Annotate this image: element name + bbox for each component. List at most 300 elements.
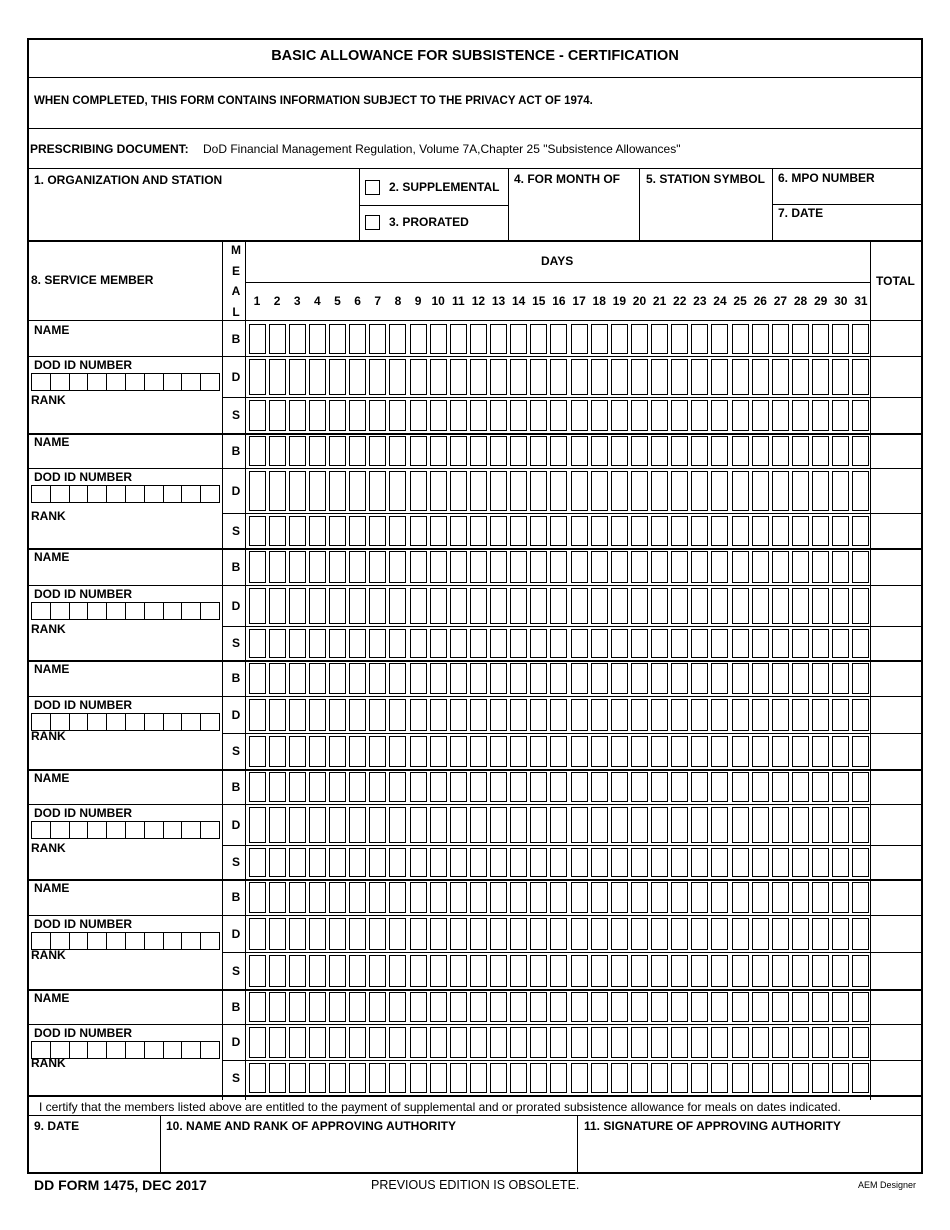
day-meal-checkbox[interactable] (711, 699, 728, 731)
dod-id-digit-cell[interactable] (201, 822, 219, 838)
day-meal-checkbox[interactable] (309, 324, 326, 354)
day-meal-checkbox[interactable] (430, 324, 447, 354)
dod-id-digit-cell[interactable] (145, 374, 164, 390)
day-meal-checkbox[interactable] (591, 436, 608, 466)
meal-total-field[interactable] (871, 434, 921, 467)
dod-id-digit-cell[interactable] (145, 603, 164, 619)
dod-id-digit-cell[interactable] (70, 603, 89, 619)
day-meal-checkbox[interactable] (410, 1063, 427, 1093)
day-meal-checkbox[interactable] (711, 436, 728, 466)
day-meal-checkbox[interactable] (329, 772, 346, 802)
day-meal-checkbox[interactable] (631, 629, 648, 658)
day-meal-checkbox[interactable] (631, 848, 648, 877)
day-meal-checkbox[interactable] (812, 992, 829, 1022)
dod-id-digit-cell[interactable] (32, 486, 51, 502)
day-meal-checkbox[interactable] (450, 772, 467, 802)
dod-id-digit-cell[interactable] (70, 714, 89, 730)
dod-id-digit-cell[interactable] (164, 603, 183, 619)
day-meal-checkbox[interactable] (289, 1063, 306, 1093)
day-meal-checkbox[interactable] (289, 807, 306, 843)
day-meal-checkbox[interactable] (289, 436, 306, 466)
day-meal-checkbox[interactable] (289, 882, 306, 913)
day-meal-checkbox[interactable] (812, 955, 829, 987)
meal-total-field[interactable] (871, 770, 921, 803)
day-meal-checkbox[interactable] (450, 955, 467, 987)
day-meal-checkbox[interactable] (550, 324, 567, 354)
day-meal-checkbox[interactable] (571, 471, 588, 511)
day-meal-checkbox[interactable] (792, 882, 809, 913)
day-meal-checkbox[interactable] (711, 629, 728, 658)
day-meal-checkbox[interactable] (530, 882, 547, 913)
day-meal-checkbox[interactable] (329, 955, 346, 987)
day-meal-checkbox[interactable] (349, 772, 366, 802)
day-meal-checkbox[interactable] (651, 359, 668, 395)
day-meal-checkbox[interactable] (249, 918, 266, 950)
day-meal-checkbox[interactable] (450, 324, 467, 354)
day-meal-checkbox[interactable] (772, 324, 789, 354)
day-meal-checkbox[interactable] (470, 882, 487, 913)
day-meal-checkbox[interactable] (631, 699, 648, 731)
day-meal-checkbox[interactable] (550, 516, 567, 546)
day-meal-checkbox[interactable] (631, 807, 648, 843)
day-meal-checkbox[interactable] (571, 699, 588, 731)
day-meal-checkbox[interactable] (249, 848, 266, 877)
day-meal-checkbox[interactable] (289, 992, 306, 1022)
dod-id-digit-cell[interactable] (70, 933, 89, 949)
dod-id-digit-cell[interactable] (107, 714, 126, 730)
day-meal-checkbox[interactable] (852, 629, 869, 658)
day-meal-checkbox[interactable] (349, 848, 366, 877)
day-meal-checkbox[interactable] (450, 992, 467, 1022)
dod-id-digit-cell[interactable] (182, 374, 201, 390)
day-meal-checkbox[interactable] (550, 848, 567, 877)
day-meal-checkbox[interactable] (671, 918, 688, 950)
day-meal-checkbox[interactable] (510, 882, 527, 913)
day-meal-checkbox[interactable] (389, 588, 406, 624)
day-meal-checkbox[interactable] (490, 699, 507, 731)
day-meal-checkbox[interactable] (852, 992, 869, 1022)
day-meal-checkbox[interactable] (289, 955, 306, 987)
day-meal-checkbox[interactable] (571, 1027, 588, 1058)
day-meal-checkbox[interactable] (852, 807, 869, 843)
day-meal-checkbox[interactable] (510, 516, 527, 546)
day-meal-checkbox[interactable] (732, 1027, 749, 1058)
day-meal-checkbox[interactable] (510, 324, 527, 354)
day-meal-checkbox[interactable] (249, 588, 266, 624)
day-meal-checkbox[interactable] (470, 324, 487, 354)
dod-id-input[interactable] (31, 602, 220, 620)
day-meal-checkbox[interactable] (369, 436, 386, 466)
day-meal-checkbox[interactable] (410, 807, 427, 843)
day-meal-checkbox[interactable] (369, 629, 386, 658)
day-meal-checkbox[interactable] (369, 1027, 386, 1058)
day-meal-checkbox[interactable] (510, 629, 527, 658)
day-meal-checkbox[interactable] (852, 918, 869, 950)
day-meal-checkbox[interactable] (510, 400, 527, 431)
day-meal-checkbox[interactable] (490, 848, 507, 877)
day-meal-checkbox[interactable] (852, 736, 869, 767)
day-meal-checkbox[interactable] (309, 400, 326, 431)
dod-id-digit-cell[interactable] (145, 1042, 164, 1058)
rank-field[interactable] (74, 847, 221, 877)
dod-id-digit-cell[interactable] (201, 486, 219, 502)
day-meal-checkbox[interactable] (691, 324, 708, 354)
day-meal-checkbox[interactable] (550, 359, 567, 395)
day-meal-checkbox[interactable] (490, 955, 507, 987)
day-meal-checkbox[interactable] (651, 918, 668, 950)
day-meal-checkbox[interactable] (691, 588, 708, 624)
day-meal-checkbox[interactable] (410, 359, 427, 395)
day-meal-checkbox[interactable] (752, 848, 769, 877)
dod-id-digit-cell[interactable] (107, 603, 126, 619)
day-meal-checkbox[interactable] (550, 663, 567, 694)
day-meal-checkbox[interactable] (631, 882, 648, 913)
dod-id-digit-cell[interactable] (51, 714, 70, 730)
day-meal-checkbox[interactable] (711, 736, 728, 767)
day-meal-checkbox[interactable] (711, 992, 728, 1022)
day-meal-checkbox[interactable] (349, 471, 366, 511)
day-meal-checkbox[interactable] (631, 324, 648, 354)
day-meal-checkbox[interactable] (711, 551, 728, 583)
day-meal-checkbox[interactable] (530, 516, 547, 546)
meal-total-field[interactable] (871, 805, 921, 844)
dod-id-digit-cell[interactable] (182, 486, 201, 502)
day-meal-checkbox[interactable] (752, 1063, 769, 1093)
day-meal-checkbox[interactable] (571, 359, 588, 395)
day-meal-checkbox[interactable] (410, 551, 427, 583)
day-meal-checkbox[interactable] (389, 736, 406, 767)
day-meal-checkbox[interactable] (591, 807, 608, 843)
day-meal-checkbox[interactable] (651, 551, 668, 583)
day-meal-checkbox[interactable] (389, 699, 406, 731)
day-meal-checkbox[interactable] (631, 1027, 648, 1058)
dod-id-digit-cell[interactable] (32, 933, 51, 949)
day-meal-checkbox[interactable] (550, 807, 567, 843)
day-meal-checkbox[interactable] (369, 1063, 386, 1093)
day-meal-checkbox[interactable] (832, 588, 849, 624)
day-meal-checkbox[interactable] (530, 359, 547, 395)
day-meal-checkbox[interactable] (711, 848, 728, 877)
day-meal-checkbox[interactable] (711, 955, 728, 987)
day-meal-checkbox[interactable] (832, 736, 849, 767)
day-meal-checkbox[interactable] (269, 551, 286, 583)
day-meal-checkbox[interactable] (269, 663, 286, 694)
day-meal-checkbox[interactable] (651, 324, 668, 354)
day-meal-checkbox[interactable] (289, 516, 306, 546)
day-meal-checkbox[interactable] (470, 848, 487, 877)
day-meal-checkbox[interactable] (772, 400, 789, 431)
day-meal-checkbox[interactable] (792, 629, 809, 658)
day-meal-checkbox[interactable] (249, 1063, 266, 1093)
day-meal-checkbox[interactable] (309, 471, 326, 511)
day-meal-checkbox[interactable] (410, 629, 427, 658)
day-meal-checkbox[interactable] (369, 516, 386, 546)
day-meal-checkbox[interactable] (510, 359, 527, 395)
day-meal-checkbox[interactable] (550, 918, 567, 950)
day-meal-checkbox[interactable] (369, 848, 386, 877)
day-meal-checkbox[interactable] (711, 882, 728, 913)
day-meal-checkbox[interactable] (430, 663, 447, 694)
day-meal-checkbox[interactable] (671, 772, 688, 802)
day-meal-checkbox[interactable] (591, 516, 608, 546)
day-meal-checkbox[interactable] (631, 471, 648, 511)
day-meal-checkbox[interactable] (792, 736, 809, 767)
day-meal-checkbox[interactable] (550, 955, 567, 987)
day-meal-checkbox[interactable] (691, 516, 708, 546)
day-meal-checkbox[interactable] (591, 663, 608, 694)
day-meal-checkbox[interactable] (591, 551, 608, 583)
day-meal-checkbox[interactable] (852, 663, 869, 694)
meal-total-field[interactable] (871, 953, 921, 988)
day-meal-checkbox[interactable] (530, 1063, 547, 1093)
meal-total-field[interactable] (871, 697, 921, 732)
day-meal-checkbox[interactable] (711, 918, 728, 950)
day-meal-checkbox[interactable] (269, 516, 286, 546)
day-meal-checkbox[interactable] (269, 955, 286, 987)
day-meal-checkbox[interactable] (450, 588, 467, 624)
day-meal-checkbox[interactable] (651, 992, 668, 1022)
dod-id-digit-cell[interactable] (201, 374, 219, 390)
day-meal-checkbox[interactable] (571, 324, 588, 354)
day-meal-checkbox[interactable] (711, 588, 728, 624)
dod-id-digit-cell[interactable] (88, 374, 107, 390)
day-meal-checkbox[interactable] (309, 955, 326, 987)
day-meal-checkbox[interactable] (249, 736, 266, 767)
day-meal-checkbox[interactable] (691, 772, 708, 802)
day-meal-checkbox[interactable] (309, 807, 326, 843)
day-meal-checkbox[interactable] (732, 772, 749, 802)
meal-total-field[interactable] (871, 357, 921, 396)
dod-id-digit-cell[interactable] (51, 374, 70, 390)
dod-id-digit-cell[interactable] (107, 374, 126, 390)
day-meal-checkbox[interactable] (309, 848, 326, 877)
day-meal-checkbox[interactable] (309, 629, 326, 658)
dod-id-digit-cell[interactable] (126, 486, 145, 502)
day-meal-checkbox[interactable] (732, 918, 749, 950)
day-meal-checkbox[interactable] (349, 359, 366, 395)
day-meal-checkbox[interactable] (490, 588, 507, 624)
day-meal-checkbox[interactable] (430, 551, 447, 583)
day-meal-checkbox[interactable] (772, 992, 789, 1022)
meal-total-field[interactable] (871, 990, 921, 1023)
dod-id-digit-cell[interactable] (126, 1042, 145, 1058)
day-meal-checkbox[interactable] (490, 918, 507, 950)
day-meal-checkbox[interactable] (591, 736, 608, 767)
day-meal-checkbox[interactable] (631, 992, 648, 1022)
day-meal-checkbox[interactable] (410, 955, 427, 987)
dod-id-digit-cell[interactable] (182, 714, 201, 730)
day-meal-checkbox[interactable] (410, 882, 427, 913)
day-meal-checkbox[interactable] (571, 848, 588, 877)
day-meal-checkbox[interactable] (732, 471, 749, 511)
day-meal-checkbox[interactable] (510, 663, 527, 694)
day-meal-checkbox[interactable] (530, 324, 547, 354)
day-meal-checkbox[interactable] (671, 359, 688, 395)
day-meal-checkbox[interactable] (510, 772, 527, 802)
day-meal-checkbox[interactable] (651, 882, 668, 913)
day-meal-checkbox[interactable] (309, 436, 326, 466)
day-meal-checkbox[interactable] (450, 359, 467, 395)
day-meal-checkbox[interactable] (470, 772, 487, 802)
day-meal-checkbox[interactable] (490, 436, 507, 466)
day-meal-checkbox[interactable] (369, 471, 386, 511)
day-meal-checkbox[interactable] (470, 471, 487, 511)
meal-total-field[interactable] (871, 514, 921, 547)
day-meal-checkbox[interactable] (510, 848, 527, 877)
day-meal-checkbox[interactable] (812, 699, 829, 731)
day-meal-checkbox[interactable] (671, 736, 688, 767)
day-meal-checkbox[interactable] (470, 807, 487, 843)
day-meal-checkbox[interactable] (289, 629, 306, 658)
day-meal-checkbox[interactable] (389, 471, 406, 511)
meal-total-field[interactable] (871, 846, 921, 878)
day-meal-checkbox[interactable] (530, 772, 547, 802)
day-meal-checkbox[interactable] (611, 848, 628, 877)
dod-id-digit-cell[interactable] (164, 822, 183, 838)
dod-id-digit-cell[interactable] (32, 603, 51, 619)
day-meal-checkbox[interactable] (349, 736, 366, 767)
day-meal-checkbox[interactable] (671, 471, 688, 511)
dod-id-digit-cell[interactable] (201, 603, 219, 619)
day-meal-checkbox[interactable] (430, 516, 447, 546)
day-meal-checkbox[interactable] (611, 663, 628, 694)
day-meal-checkbox[interactable] (550, 471, 567, 511)
day-meal-checkbox[interactable] (792, 918, 809, 950)
day-meal-checkbox[interactable] (611, 955, 628, 987)
day-meal-checkbox[interactable] (711, 471, 728, 511)
day-meal-checkbox[interactable] (550, 400, 567, 431)
day-meal-checkbox[interactable] (571, 436, 588, 466)
day-meal-checkbox[interactable] (470, 992, 487, 1022)
dod-id-digit-cell[interactable] (145, 714, 164, 730)
day-meal-checkbox[interactable] (571, 400, 588, 431)
day-meal-checkbox[interactable] (430, 807, 447, 843)
day-meal-checkbox[interactable] (289, 551, 306, 583)
day-meal-checkbox[interactable] (772, 1027, 789, 1058)
dod-id-digit-cell[interactable] (182, 933, 201, 949)
dod-id-digit-cell[interactable] (145, 486, 164, 502)
day-meal-checkbox[interactable] (571, 955, 588, 987)
day-meal-checkbox[interactable] (611, 471, 628, 511)
day-meal-checkbox[interactable] (571, 551, 588, 583)
dod-id-digit-cell[interactable] (70, 1042, 89, 1058)
dod-id-digit-cell[interactable] (107, 933, 126, 949)
day-meal-checkbox[interactable] (329, 882, 346, 913)
day-meal-checkbox[interactable] (430, 1063, 447, 1093)
day-meal-checkbox[interactable] (430, 471, 447, 511)
day-meal-checkbox[interactable] (732, 699, 749, 731)
day-meal-checkbox[interactable] (832, 324, 849, 354)
day-meal-checkbox[interactable] (389, 918, 406, 950)
day-meal-checkbox[interactable] (812, 807, 829, 843)
day-meal-checkbox[interactable] (792, 699, 809, 731)
day-meal-checkbox[interactable] (752, 955, 769, 987)
day-meal-checkbox[interactable] (832, 1063, 849, 1093)
day-meal-checkbox[interactable] (309, 1027, 326, 1058)
day-meal-checkbox[interactable] (611, 882, 628, 913)
day-meal-checkbox[interactable] (530, 736, 547, 767)
meal-total-field[interactable] (871, 1025, 921, 1059)
dod-id-digit-cell[interactable] (51, 822, 70, 838)
day-meal-checkbox[interactable] (490, 663, 507, 694)
day-meal-checkbox[interactable] (812, 736, 829, 767)
day-meal-checkbox[interactable] (369, 955, 386, 987)
day-meal-checkbox[interactable] (389, 772, 406, 802)
day-meal-checkbox[interactable] (852, 588, 869, 624)
day-meal-checkbox[interactable] (450, 551, 467, 583)
day-meal-checkbox[interactable] (732, 324, 749, 354)
day-meal-checkbox[interactable] (510, 807, 527, 843)
day-meal-checkbox[interactable] (289, 400, 306, 431)
day-meal-checkbox[interactable] (772, 551, 789, 583)
day-meal-checkbox[interactable] (651, 736, 668, 767)
day-meal-checkbox[interactable] (309, 992, 326, 1022)
day-meal-checkbox[interactable] (430, 629, 447, 658)
day-meal-checkbox[interactable] (611, 772, 628, 802)
day-meal-checkbox[interactable] (550, 699, 567, 731)
dod-id-digit-cell[interactable] (51, 933, 70, 949)
day-meal-checkbox[interactable] (369, 772, 386, 802)
dod-id-digit-cell[interactable] (88, 933, 107, 949)
day-meal-checkbox[interactable] (752, 663, 769, 694)
dod-id-digit-cell[interactable] (88, 822, 107, 838)
day-meal-checkbox[interactable] (349, 955, 366, 987)
day-meal-checkbox[interactable] (752, 772, 769, 802)
day-meal-checkbox[interactable] (671, 516, 688, 546)
day-meal-checkbox[interactable] (309, 1063, 326, 1093)
dod-id-digit-cell[interactable] (126, 714, 145, 730)
day-meal-checkbox[interactable] (249, 400, 266, 431)
dod-id-digit-cell[interactable] (126, 374, 145, 390)
day-meal-checkbox[interactable] (249, 699, 266, 731)
day-meal-checkbox[interactable] (732, 663, 749, 694)
day-meal-checkbox[interactable] (389, 436, 406, 466)
member-name-field[interactable] (29, 447, 222, 467)
day-meal-checkbox[interactable] (752, 400, 769, 431)
day-meal-checkbox[interactable] (651, 955, 668, 987)
day-meal-checkbox[interactable] (812, 848, 829, 877)
day-meal-checkbox[interactable] (752, 699, 769, 731)
rank-field[interactable] (74, 1062, 221, 1093)
rank-field[interactable] (74, 399, 221, 431)
day-meal-checkbox[interactable] (410, 324, 427, 354)
day-meal-checkbox[interactable] (671, 436, 688, 466)
meal-total-field[interactable] (871, 880, 921, 914)
day-meal-checkbox[interactable] (671, 992, 688, 1022)
day-meal-checkbox[interactable] (269, 471, 286, 511)
day-meal-checkbox[interactable] (812, 588, 829, 624)
day-meal-checkbox[interactable] (329, 629, 346, 658)
day-meal-checkbox[interactable] (691, 807, 708, 843)
day-meal-checkbox[interactable] (752, 629, 769, 658)
day-meal-checkbox[interactable] (430, 772, 447, 802)
day-meal-checkbox[interactable] (812, 1063, 829, 1093)
dod-id-digit-cell[interactable] (32, 714, 51, 730)
day-meal-checkbox[interactable] (269, 882, 286, 913)
dod-id-digit-cell[interactable] (164, 1042, 183, 1058)
day-meal-checkbox[interactable] (249, 807, 266, 843)
day-meal-checkbox[interactable] (832, 359, 849, 395)
day-meal-checkbox[interactable] (389, 1027, 406, 1058)
day-meal-checkbox[interactable] (269, 992, 286, 1022)
day-meal-checkbox[interactable] (269, 772, 286, 802)
day-meal-checkbox[interactable] (832, 807, 849, 843)
day-meal-checkbox[interactable] (289, 359, 306, 395)
dod-id-digit-cell[interactable] (88, 486, 107, 502)
day-meal-checkbox[interactable] (671, 807, 688, 843)
day-meal-checkbox[interactable] (490, 992, 507, 1022)
day-meal-checkbox[interactable] (671, 1027, 688, 1058)
